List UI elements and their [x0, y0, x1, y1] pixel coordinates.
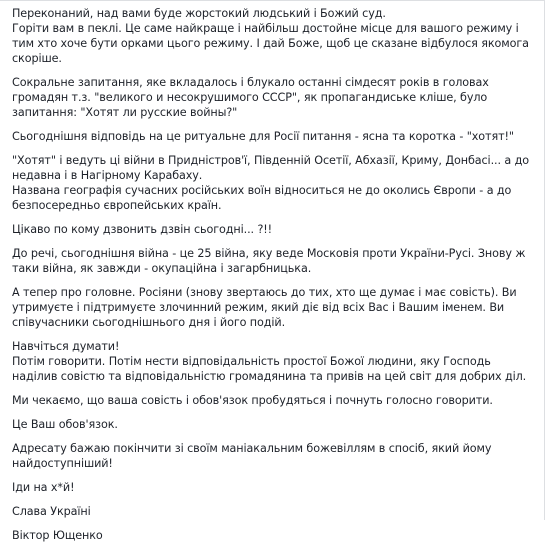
post-paragraph-10: Це Ваш обов'язок. — [12, 418, 118, 431]
post-paragraph-12: Іди на х*й! — [12, 481, 75, 494]
post-signature: Віктор Ющенко — [12, 529, 103, 542]
post-paragraph-6: До речі, сьогоднішня війна - це 25 війна, яку веде Московія проти України-Русі. Знову ж таки війна, як завжди - окупаційна і загарбницька. — [12, 247, 526, 275]
post-paragraph-7: А тепер про головне. Росіяни (знову звертаюсь до тих, хто ще думає і має совість). Ви утримуєте і підтримуєте злочинний режим, який діє від всіх Вас і Вашим іменем. Ви співучасники сьогоднішнього дня і його подій. — [12, 286, 517, 329]
post-paragraph-9: Ми чекаємо, що ваша совість і обов'язок пробудяться і почнуть голосно говорити. — [12, 394, 493, 407]
post-paragraph-4: "Хотят" і ведуть ці війни в Придністров'ї, Південній Осетії, Абхазії, Криму, Донбасі... а до недавна і в Нагірному Карабаху. Названа географія сучасних російських воїн відноситься не до околись Європи - а до безпосередньо європейських країн. — [12, 154, 529, 212]
post-paragraph-2: Сокральне запитання, яке вкладалось і блукало останні сімдесят років в головах громадян т.з. "великого и несокрушимого СССР", як пропагандиське кліше, було запитання: "Хотят ли русские войны?" — [12, 76, 489, 119]
post-paragraph-5: Цікаво по кому дзвонить дзвін сьогодні... ?!! — [12, 223, 273, 236]
post-paragraph-8: Навчіться думати! Потім говорити. Потім нести відповідальність простої Божої людини, яку Господь наділив совістю та відповідальністю громадянина та привів на цей світ для добрих діл. — [12, 340, 527, 383]
post-paragraph-11: Адресату бажаю покінчити зі своїм маніакальним божевіллям в спосіб, який йому найдоступніший! — [12, 442, 492, 470]
post-paragraph-3: Сьогоднішня відповідь на це ритуальне для Росії питання - ясна та коротка - "хотят!" — [12, 130, 514, 143]
post-paragraph-1: Переконаний, над вами буде жорстокий людський і Божий суд. Горіти вам в пеклі. Це саме найкраще і найбільш достойне місце для вашого режиму і тим хто хоче бути орками цього режиму. І дай Боже, щоб це сказане відбулося якомога скоріше. — [12, 7, 529, 65]
post-paragraph-13: Слава Україні — [12, 505, 91, 518]
